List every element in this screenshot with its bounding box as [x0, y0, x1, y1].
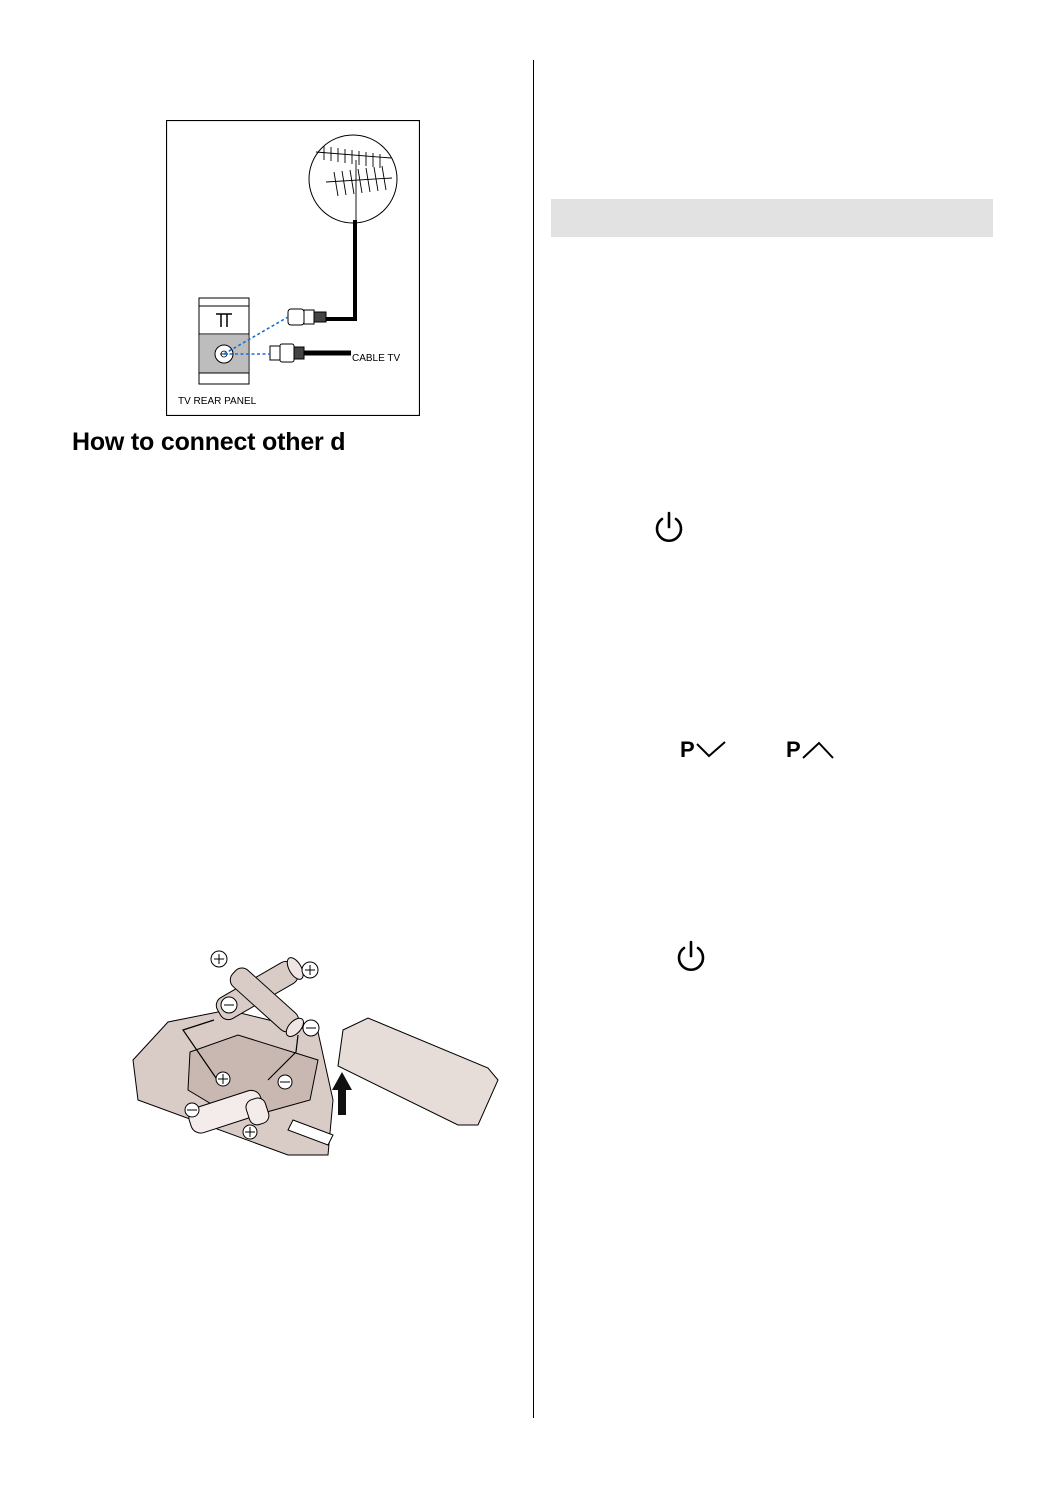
program-up-symbol [786, 735, 835, 765]
cable-tv-label: CABLE TV [352, 353, 401, 364]
antenna-connection-figure [166, 120, 420, 416]
tv-rear-panel-label: TV REAR PANEL [178, 396, 257, 407]
column-divider [533, 60, 534, 1418]
power-icon [675, 938, 707, 974]
battery-insertion-figure [128, 940, 503, 1160]
section-heading: How to connect other d [72, 428, 346, 456]
program-down-symbol [680, 735, 727, 765]
program-letter: P [680, 737, 695, 762]
section-header-bar [551, 199, 993, 237]
chevron-down-icon [695, 740, 727, 760]
power-icon [653, 509, 685, 545]
chevron-up-icon [801, 740, 835, 760]
program-letter: P [786, 737, 801, 762]
